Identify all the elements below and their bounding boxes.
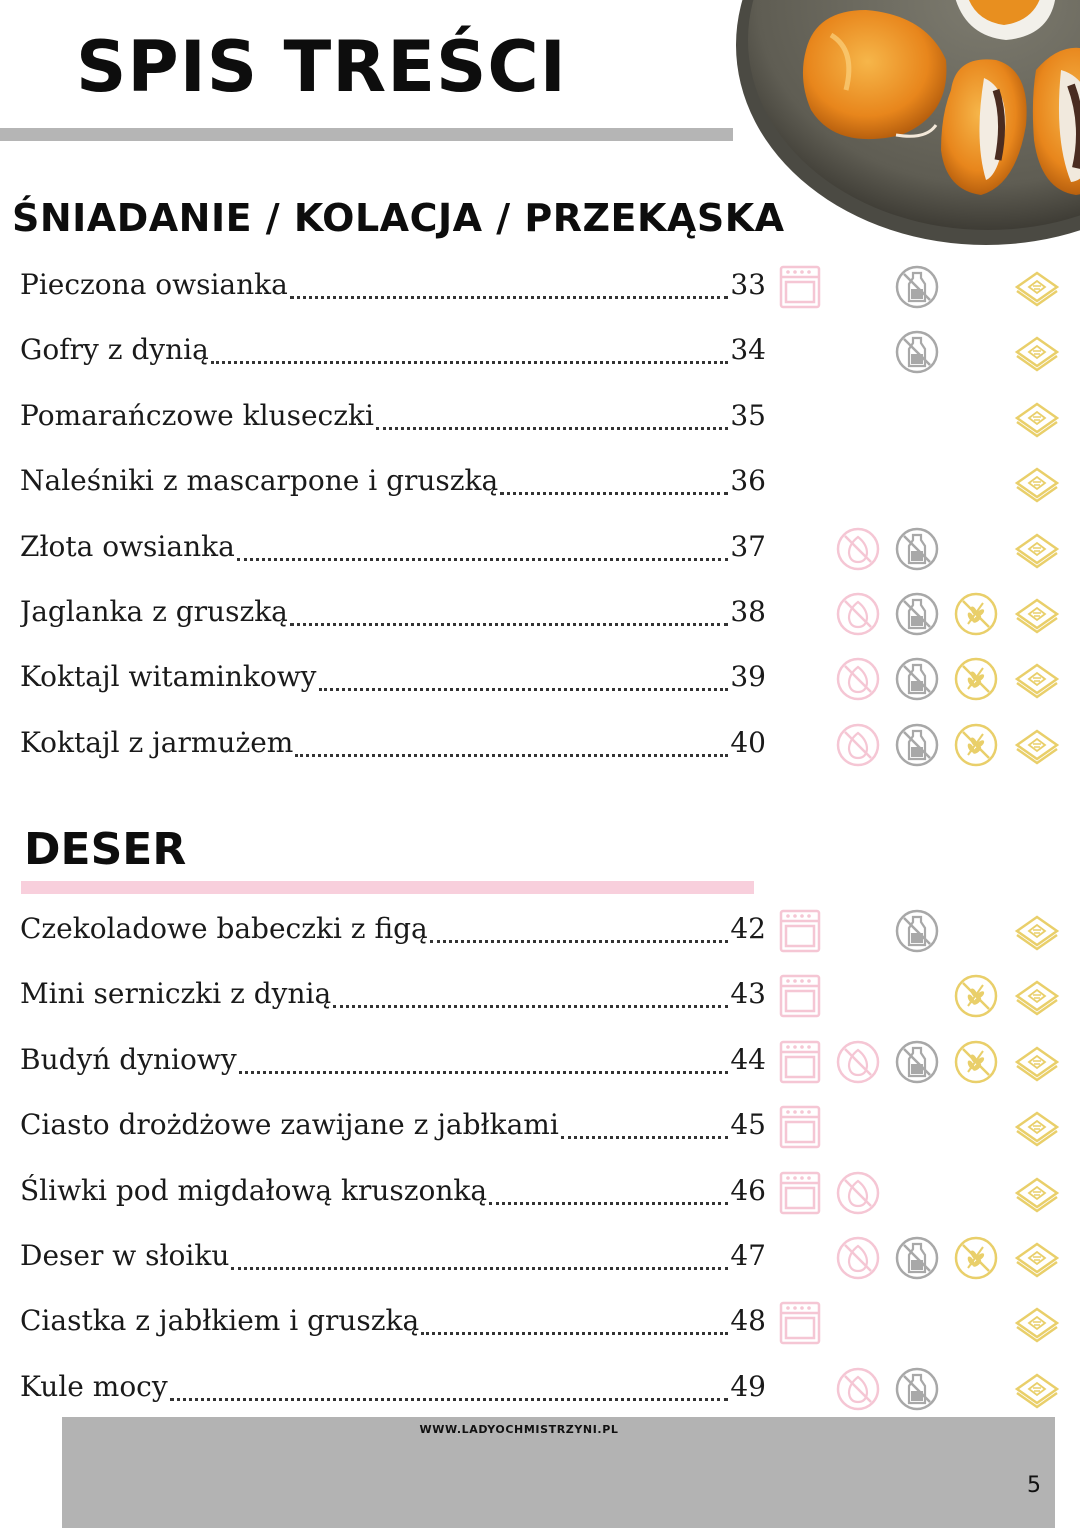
recipe-page-number: 40	[730, 725, 766, 759]
no-dairy-icon	[894, 329, 940, 375]
dot-leader	[290, 623, 728, 626]
vegetarian-icon	[1014, 973, 1060, 1019]
vegetarian-icon	[1014, 908, 1060, 954]
recipe-name: Ciasto drożdżowe zawijane z jabłkami	[20, 1108, 559, 1142]
recipe-page-number: 37	[730, 529, 766, 563]
vegetarian-icon	[1014, 460, 1060, 506]
gluten-free-icon	[953, 722, 999, 768]
recipe-page-number: 47	[730, 1239, 766, 1272]
list-item[interactable]	[0, 333, 1080, 393]
vegetarian-icon	[1014, 656, 1060, 702]
gluten-free-icon	[953, 656, 999, 702]
recipe-name: Deser w słoiku	[20, 1239, 230, 1272]
list-item[interactable]	[0, 595, 1080, 655]
recipe-page-number: 39	[730, 660, 766, 694]
no-egg-icon	[835, 1170, 881, 1216]
oven-icon	[777, 264, 823, 310]
toc-entry[interactable]	[20, 1304, 766, 1344]
gluten-free-icon	[953, 1039, 999, 1085]
page-number: 5	[1027, 1473, 1041, 1498]
dot-leader	[170, 1398, 728, 1401]
vegetarian-icon	[1014, 1235, 1060, 1281]
recipe-name: Naleśniki z mascarpone i gruszką	[20, 464, 499, 498]
recipe-name: Koktajl z jarmużem	[20, 725, 294, 759]
vegetarian-icon	[1014, 1170, 1060, 1216]
recipe-page-number: 43	[730, 977, 766, 1011]
recipe-page-number: 45	[730, 1108, 766, 1142]
toc-entry[interactable]	[20, 530, 766, 570]
list-item[interactable]	[0, 1043, 1080, 1103]
toc-entry[interactable]	[20, 660, 766, 700]
vegetarian-icon	[1014, 1300, 1060, 1346]
recipe-name: Pieczona owsianka	[20, 268, 288, 301]
no-dairy-icon	[894, 591, 940, 637]
recipe-name: Czekoladowe babeczki z figą	[20, 912, 428, 945]
recipe-name: Kule mocy	[20, 1369, 168, 1403]
gluten-free-icon	[953, 1235, 999, 1281]
recipe-page-number: 36	[730, 464, 766, 498]
dot-leader	[376, 427, 728, 430]
toc-entry[interactable]	[20, 1108, 766, 1148]
recipe-page-number: 38	[730, 595, 766, 628]
recipe-name: Koktajl witaminkowy	[20, 660, 317, 694]
recipe-page-number: 49	[730, 1369, 766, 1403]
food-plate-photo	[736, 0, 1080, 245]
no-egg-icon	[835, 1039, 881, 1085]
toc-entry[interactable]	[20, 1239, 766, 1279]
list-item[interactable]	[0, 660, 1080, 720]
list-item[interactable]	[0, 1239, 1080, 1299]
dot-leader	[237, 558, 728, 561]
oven-icon	[777, 1104, 823, 1150]
toc-entry[interactable]	[20, 333, 766, 373]
recipe-page-number: 44	[730, 1042, 766, 1076]
toc-entry[interactable]	[20, 1370, 766, 1410]
dot-leader	[489, 1202, 728, 1205]
no-dairy-icon	[894, 1039, 940, 1085]
recipe-name: Mini serniczki z dynią	[20, 977, 332, 1011]
toc-entry[interactable]	[20, 1043, 766, 1083]
list-item[interactable]	[0, 912, 1080, 972]
recipe-page-number: 48	[730, 1304, 766, 1338]
list-item[interactable]	[0, 726, 1080, 786]
no-egg-icon	[835, 591, 881, 637]
dot-leader	[319, 688, 729, 691]
toc-entry[interactable]	[20, 268, 766, 308]
dot-leader	[231, 1267, 728, 1270]
oven-icon	[777, 1300, 823, 1346]
list-item[interactable]	[0, 268, 1080, 328]
recipe-page-number: 42	[730, 912, 766, 945]
no-dairy-icon	[894, 908, 940, 954]
oven-icon	[777, 1039, 823, 1085]
no-dairy-icon	[894, 722, 940, 768]
no-dairy-icon	[894, 526, 940, 572]
recipe-name: Jaglanka z gruszką	[20, 595, 288, 628]
recipe-name: Budyń dyniowy	[20, 1042, 237, 1076]
vegetarian-icon	[1014, 722, 1060, 768]
gluten-free-icon	[953, 973, 999, 1019]
recipe-name: Gofry z dynią	[20, 333, 209, 367]
vegetarian-icon	[1014, 1104, 1060, 1150]
dot-leader	[421, 1332, 728, 1335]
title-underline	[0, 128, 733, 141]
dot-leader	[295, 754, 728, 757]
no-dairy-icon	[894, 1235, 940, 1281]
gluten-free-icon	[953, 591, 999, 637]
no-egg-icon	[835, 722, 881, 768]
footer	[62, 1417, 1055, 1528]
toc-entry[interactable]	[20, 912, 766, 952]
dot-leader	[239, 1071, 728, 1074]
list-item[interactable]	[0, 1174, 1080, 1234]
footer-website-link[interactable]: WWW.LADYOCHMISTRZYNI.PL	[419, 1423, 619, 1436]
dot-leader	[430, 940, 728, 943]
dessert-underline	[21, 881, 754, 894]
oven-icon	[777, 973, 823, 1019]
dot-leader	[500, 492, 728, 495]
dot-leader	[290, 296, 728, 299]
vegetarian-icon	[1014, 395, 1060, 441]
no-egg-icon	[835, 656, 881, 702]
recipe-page-number: 35	[730, 398, 766, 432]
vegetarian-icon	[1014, 591, 1060, 637]
vegetarian-icon	[1014, 1039, 1060, 1085]
toc-entry[interactable]	[20, 726, 766, 766]
page-title: SPIS TREŚCI	[76, 26, 567, 108]
toc-entry[interactable]	[20, 464, 766, 504]
list-item[interactable]	[0, 464, 1080, 524]
toc-entry[interactable]	[20, 1174, 766, 1214]
vegetarian-icon	[1014, 526, 1060, 572]
no-dairy-icon	[894, 656, 940, 702]
vegetarian-icon	[1014, 1366, 1060, 1412]
dot-leader	[211, 361, 728, 364]
section-title-dessert: DESER	[24, 824, 187, 875]
no-dairy-icon	[894, 1366, 940, 1412]
recipe-name: Pomarańczowe kluseczki	[20, 398, 374, 432]
no-egg-icon	[835, 1235, 881, 1281]
toc-entry[interactable]	[20, 399, 766, 439]
recipe-name: Ciastka z jabłkiem i gruszką	[20, 1304, 420, 1338]
section-title-breakfast: ŚNIADANIE / KOLACJA / PRZEKĄSKA	[12, 196, 785, 240]
vegetarian-icon	[1014, 264, 1060, 310]
dot-leader	[561, 1136, 728, 1139]
toc-entry[interactable]	[20, 977, 766, 1017]
no-egg-icon	[835, 1366, 881, 1412]
list-item[interactable]	[0, 1108, 1080, 1168]
list-item[interactable]	[0, 1304, 1080, 1364]
toc-entry[interactable]	[20, 595, 766, 635]
oven-icon	[777, 1170, 823, 1216]
recipe-page-number: 33	[730, 268, 766, 301]
list-item[interactable]	[0, 977, 1080, 1037]
recipe-page-number: 34	[730, 333, 766, 367]
list-item[interactable]	[0, 399, 1080, 459]
no-egg-icon	[835, 526, 881, 572]
vegetarian-icon	[1014, 329, 1060, 375]
no-dairy-icon	[894, 264, 940, 310]
oven-icon	[777, 908, 823, 954]
recipe-name: Śliwki pod migdałową kruszonką	[20, 1173, 488, 1207]
recipe-name: Złota owsianka	[20, 529, 235, 563]
recipe-page-number: 46	[730, 1173, 766, 1207]
list-item[interactable]	[0, 530, 1080, 590]
dot-leader	[333, 1005, 728, 1008]
